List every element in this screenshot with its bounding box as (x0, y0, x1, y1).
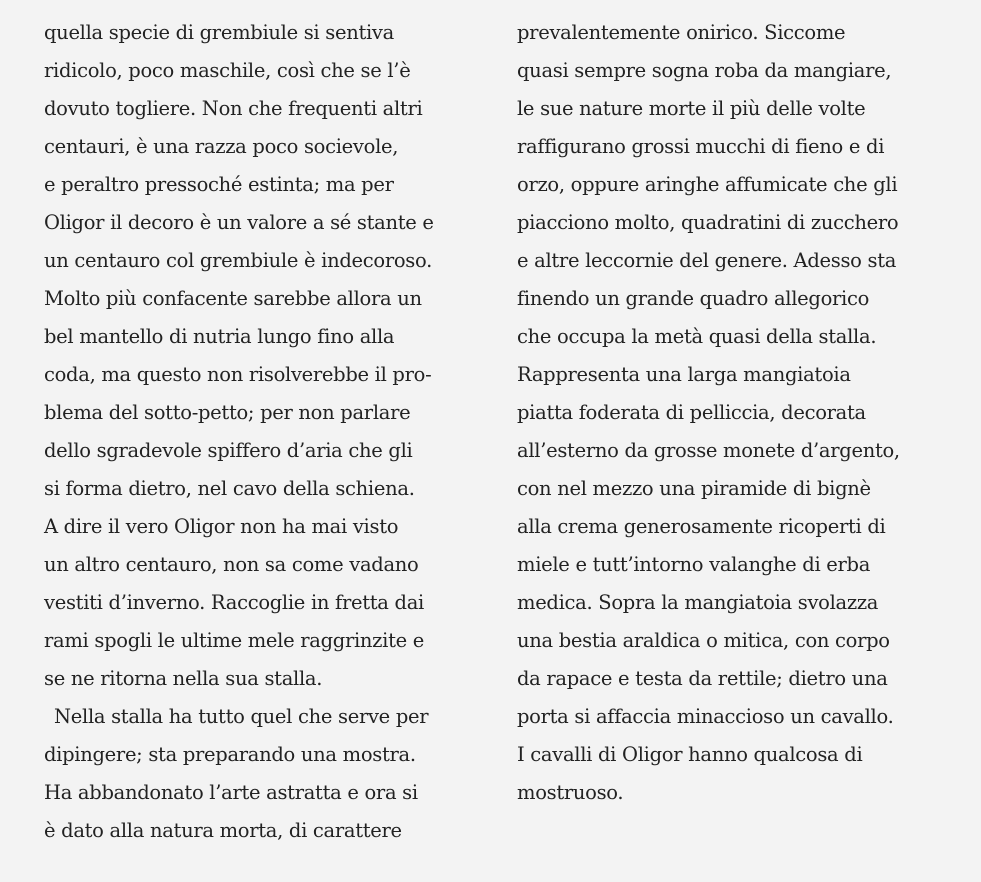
text-line: è dato alla natura morta, di carattere (44, 819, 402, 842)
text-line: finendo un grande quadro allegorico (517, 287, 870, 310)
text-line: porta si affaccia minaccioso un cavallo. (517, 705, 894, 728)
text-line: quasi sempre sogna roba da mangiare, (517, 59, 892, 82)
text-line: da rapace e testa da rettile; dietro una (517, 667, 888, 690)
text-line: A dire il vero Oligor non ha mai visto (44, 515, 399, 538)
text-line: coda, ma questo non risolverebbe il pro- (44, 363, 432, 386)
text-line: bel mantello di nutria lungo fino alla (44, 325, 395, 348)
text-line: e peraltro pressoché estinta; ma per (44, 173, 394, 196)
text-line: all’esterno da grosse monete d’argento, (517, 439, 900, 462)
text-line: Molto più confacente sarebbe allora un (44, 287, 422, 310)
text-line: mostruoso. (517, 781, 624, 804)
text-line: una bestia araldica o mitica, con corpo (517, 629, 890, 652)
text-line: orzo, oppure aringhe affumicate che gli (517, 173, 898, 196)
text-line: Rappresenta una larga mangiatoia (517, 363, 851, 386)
text-line: le sue nature morte il più delle volte (517, 97, 866, 120)
text-line: piatta foderata di pelliccia, decorata (517, 401, 866, 424)
right-text-column (517, 14, 957, 812)
paragraph-start-line: Nella stalla ha tutto quel che serve per (54, 705, 429, 728)
text-line: e altre leccornie del genere. Adesso sta (517, 249, 897, 272)
text-line: piacciono molto, quadratini di zucchero (517, 211, 899, 234)
text-line: vestiti d’inverno. Raccoglie in fretta dai (44, 591, 424, 614)
text-line: rami spogli le ultime mele raggrinzite e (44, 629, 424, 652)
text-line: miele e tutt’intorno valanghe di erba (517, 553, 871, 576)
text-line: blema del sotto-petto; per non parlare (44, 401, 411, 424)
text-line: raffigurano grossi mucchi di fieno e di (517, 135, 885, 158)
text-line: si forma dietro, nel cavo della schiena. (44, 477, 415, 500)
text-line: che occupa la metà quasi della stalla. (517, 325, 877, 348)
text-line: se ne ritorna nella sua stalla. (44, 667, 323, 690)
text-line: Oligor il decoro è un valore a sé stante e (44, 211, 434, 234)
text-line: un altro centauro, non sa come vadano (44, 553, 419, 576)
text-line: un centauro col grembiule è indecoroso. (44, 249, 432, 272)
text-line: alla crema generosamente ricoperti di (517, 515, 886, 538)
text-line: dello sgradevole spiffero d’aria che gli (44, 439, 413, 462)
text-line: centauri, è una razza poco socievole, (44, 135, 399, 158)
text-line: quella specie di grembiule si sentiva (44, 21, 394, 44)
text-line: con nel mezzo una piramide di bignè (517, 477, 871, 500)
left-text-column (44, 14, 474, 850)
text-line: Ha abbandonato l’arte astratta e ora si (44, 781, 418, 804)
text-line: dipingere; sta preparando una mostra. (44, 743, 416, 766)
text-line: dovuto togliere. Non che frequenti altri (44, 97, 423, 120)
text-line: I cavalli di Oligor hanno qualcosa di (517, 743, 863, 766)
text-line: prevalentemente onirico. Siccome (517, 21, 846, 44)
text-line: medica. Sopra la mangiatoia svolazza (517, 591, 879, 614)
text-line: ridicolo, poco maschile, così che se l’è (44, 59, 411, 82)
